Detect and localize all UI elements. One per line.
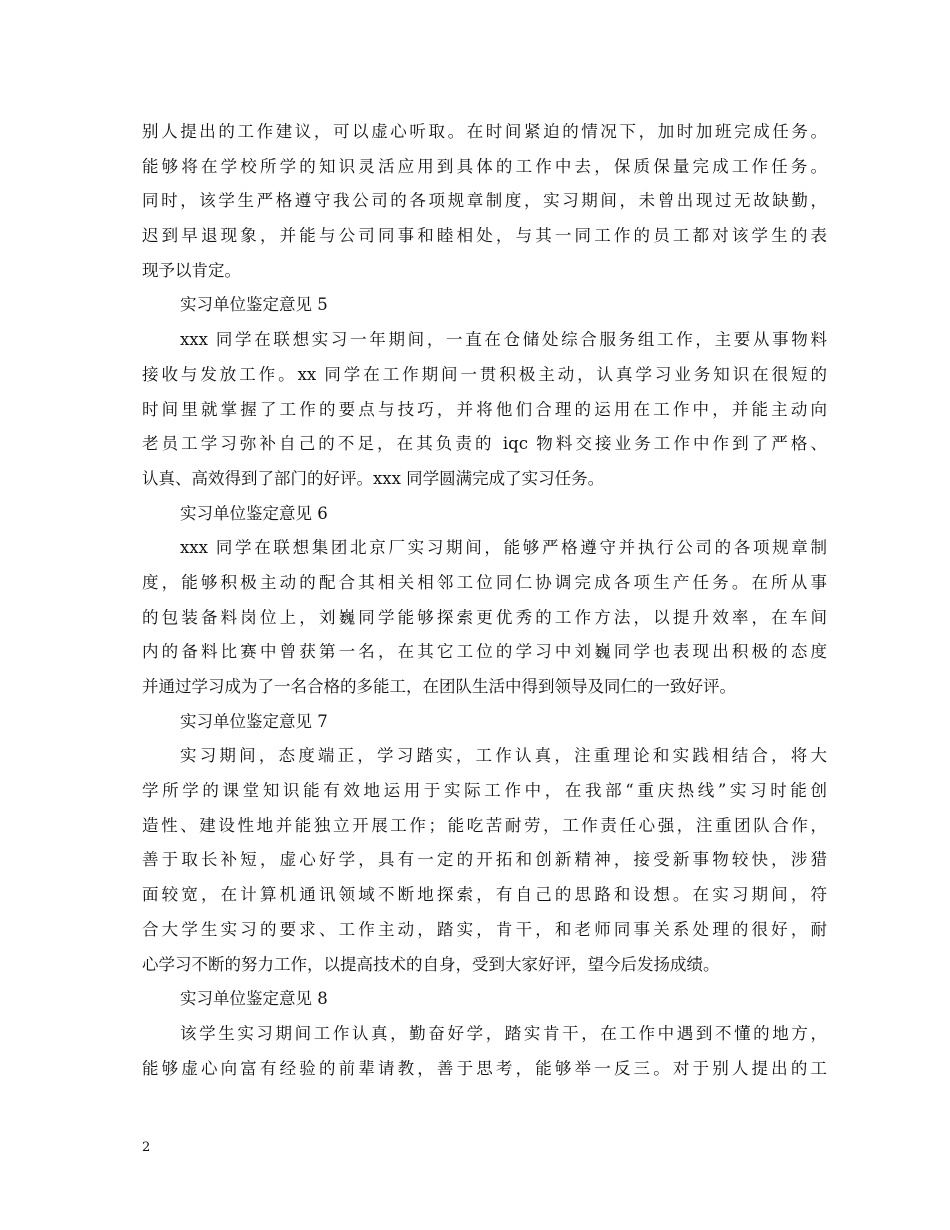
section-heading-opinion-8: 实习单位鉴定意见 8 xyxy=(180,989,328,1009)
page-number: 2 xyxy=(142,1140,151,1155)
text-line: 的包装备料岗位上，刘巍同学能够探索更优秀的工作方法，以提升效率，在车间 xyxy=(142,607,827,627)
text-line: 老员工学习弥补自己的不足，在其负责的 iqc 物料交接业务工作中作到了严格、 xyxy=(142,434,827,454)
text-line: 能够虚心向富有经验的前辈请教，善于思考，能够举一反三。对于别人提出的工 xyxy=(142,1058,827,1078)
text-line: 迟到早退现象，并能与公司同事和睦相处，与其一同工作的员工都对该学生的表 xyxy=(142,226,827,246)
text-line: 该学生实习期间工作认真，勤奋好学，踏实肯干，在工作中遇到不懂的地方， xyxy=(180,1023,827,1043)
section-heading-opinion-7: 实习单位鉴定意见 7 xyxy=(180,711,328,731)
text-line: xxx 同学在联想集团北京厂实习期间，能够严格遵守并执行公司的各项规章制 xyxy=(180,538,827,558)
paragraph-opinion-5 xyxy=(142,323,827,496)
text-line: 造性、建设性地并能独立开展工作；能吃苦耐劳，工作责任心强，注重团队合作， xyxy=(142,815,827,835)
text-line: 心学习不断的努力工作，以提高技术的自身，受到大家好评，望今后发扬成绩。 xyxy=(142,954,720,974)
document-body xyxy=(142,115,827,1086)
paragraph-opinion-7 xyxy=(142,739,827,982)
section-heading-opinion-6: 实习单位鉴定意见 6 xyxy=(180,503,328,523)
text-line: 学所学的课堂知识能有效地运用于实际工作中，在我部“重庆热线”实习时能创 xyxy=(142,781,827,801)
text-line: 善于取长补短，虚心好学，具有一定的开拓和创新精神，接受新事物较快，涉猎 xyxy=(142,850,827,870)
text-line: 时间里就掌握了工作的要点与技巧，并将他们合理的运用在工作中，并能主动向 xyxy=(142,399,827,419)
text-line: 内的备料比赛中曾获第一名，在其它工位的学习中刘巍同学也表现出积极的态度 xyxy=(142,642,827,662)
text-line: 并通过学习成为了一名合格的多能工，在团队生活中得到领导及同仁的一致好评。 xyxy=(142,677,736,696)
text-line: 认真、高效得到了部门的好评。xxx 同学圆满完成了实习任务。 xyxy=(142,468,605,488)
paragraph-opinion-8 xyxy=(142,1017,827,1086)
text-line: 合大学生实习的要求、工作主动，踏实，肯干，和老师同事关系处理的很好，耐 xyxy=(142,919,827,939)
text-line: 同时，该学生严格遵守我公司的各项规章制度，实习期间，未曾出现过无故缺勤， xyxy=(142,191,827,211)
text-line: 接收与发放工作。xx 同学在工作期间一贯积极主动，认真学习业务知识在很短的 xyxy=(142,364,827,384)
text-line: 能够将在学校所学的知识灵活应用到具体的工作中去，保质保量完成工作任务。 xyxy=(142,156,827,176)
text-line: 面较宽，在计算机通讯领域不断地探索，有自己的思路和设想。在实习期间，符 xyxy=(142,885,827,905)
text-line: 度，能够积极主动的配合其相关相邻工位同仁协调完成各项生产任务。在所从事 xyxy=(142,572,827,592)
text-line: xxx 同学在联想实习一年期间，一直在仓储处综合服务组工作，主要从事物料 xyxy=(180,330,827,350)
text-line: 现予以肯定。 xyxy=(142,260,241,280)
paragraph-opinion-6 xyxy=(142,531,827,704)
text-line: 实习期间，态度端正，学习踏实，工作认真，注重理论和实践相结合，将大 xyxy=(180,746,827,766)
paragraph-continuation xyxy=(142,115,827,288)
section-heading-opinion-5: 实习单位鉴定意见 5 xyxy=(180,295,328,315)
text-line: 别人提出的工作建议，可以虚心听取。在时间紧迫的情况下，加时加班完成任务。 xyxy=(142,122,827,141)
